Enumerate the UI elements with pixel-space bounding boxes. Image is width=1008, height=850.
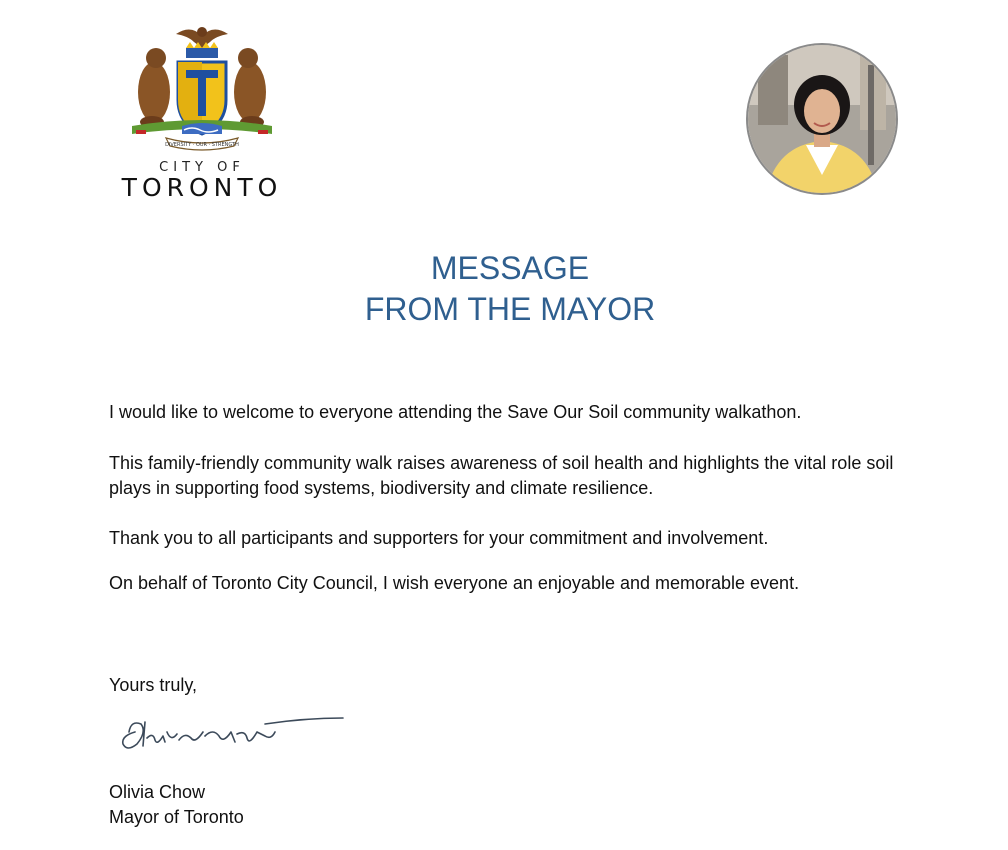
closing-salutation: Yours truly, — [109, 675, 198, 695]
logo-motto: DIVERSITY · OUR · STRENGTH — [165, 142, 239, 148]
heading-message: MESSAGE — [430, 250, 590, 286]
city-of-toronto-logo — [106, 22, 298, 202]
body-paragraph-thanks: Thank you to all participants and supporters for your commitment and involvement. — [109, 528, 769, 548]
signature — [115, 702, 355, 762]
mayor-portrait — [748, 45, 896, 193]
toronto-coat-of-arms-icon — [106, 22, 298, 160]
body-paragraph-wishes: On behalf of Toronto City Council, I wish everyone an enjoyable and memorable event. — [109, 573, 800, 593]
body-paragraph-description: This family-friendly community walk raises awareness of soil health and highlights the vital role soil plays in supporting food systems, biodiversity and climate resilience. — [109, 453, 894, 498]
handwritten-signature-icon — [115, 702, 355, 762]
signatory-title: Mayor of Toronto — [109, 807, 244, 827]
body-paragraph-welcome: I would like to welcome to everyone attending the Save Our Soil community walkathon. — [109, 402, 802, 422]
signatory-name: Olivia Chow — [109, 782, 206, 802]
logo-city-of-text: CITY OF — [159, 160, 245, 175]
mayor-photo-icon — [748, 45, 896, 193]
heading-from-the-mayor: FROM THE MAYOR — [364, 291, 656, 327]
logo-toronto-text: TORONTO — [121, 173, 283, 202]
